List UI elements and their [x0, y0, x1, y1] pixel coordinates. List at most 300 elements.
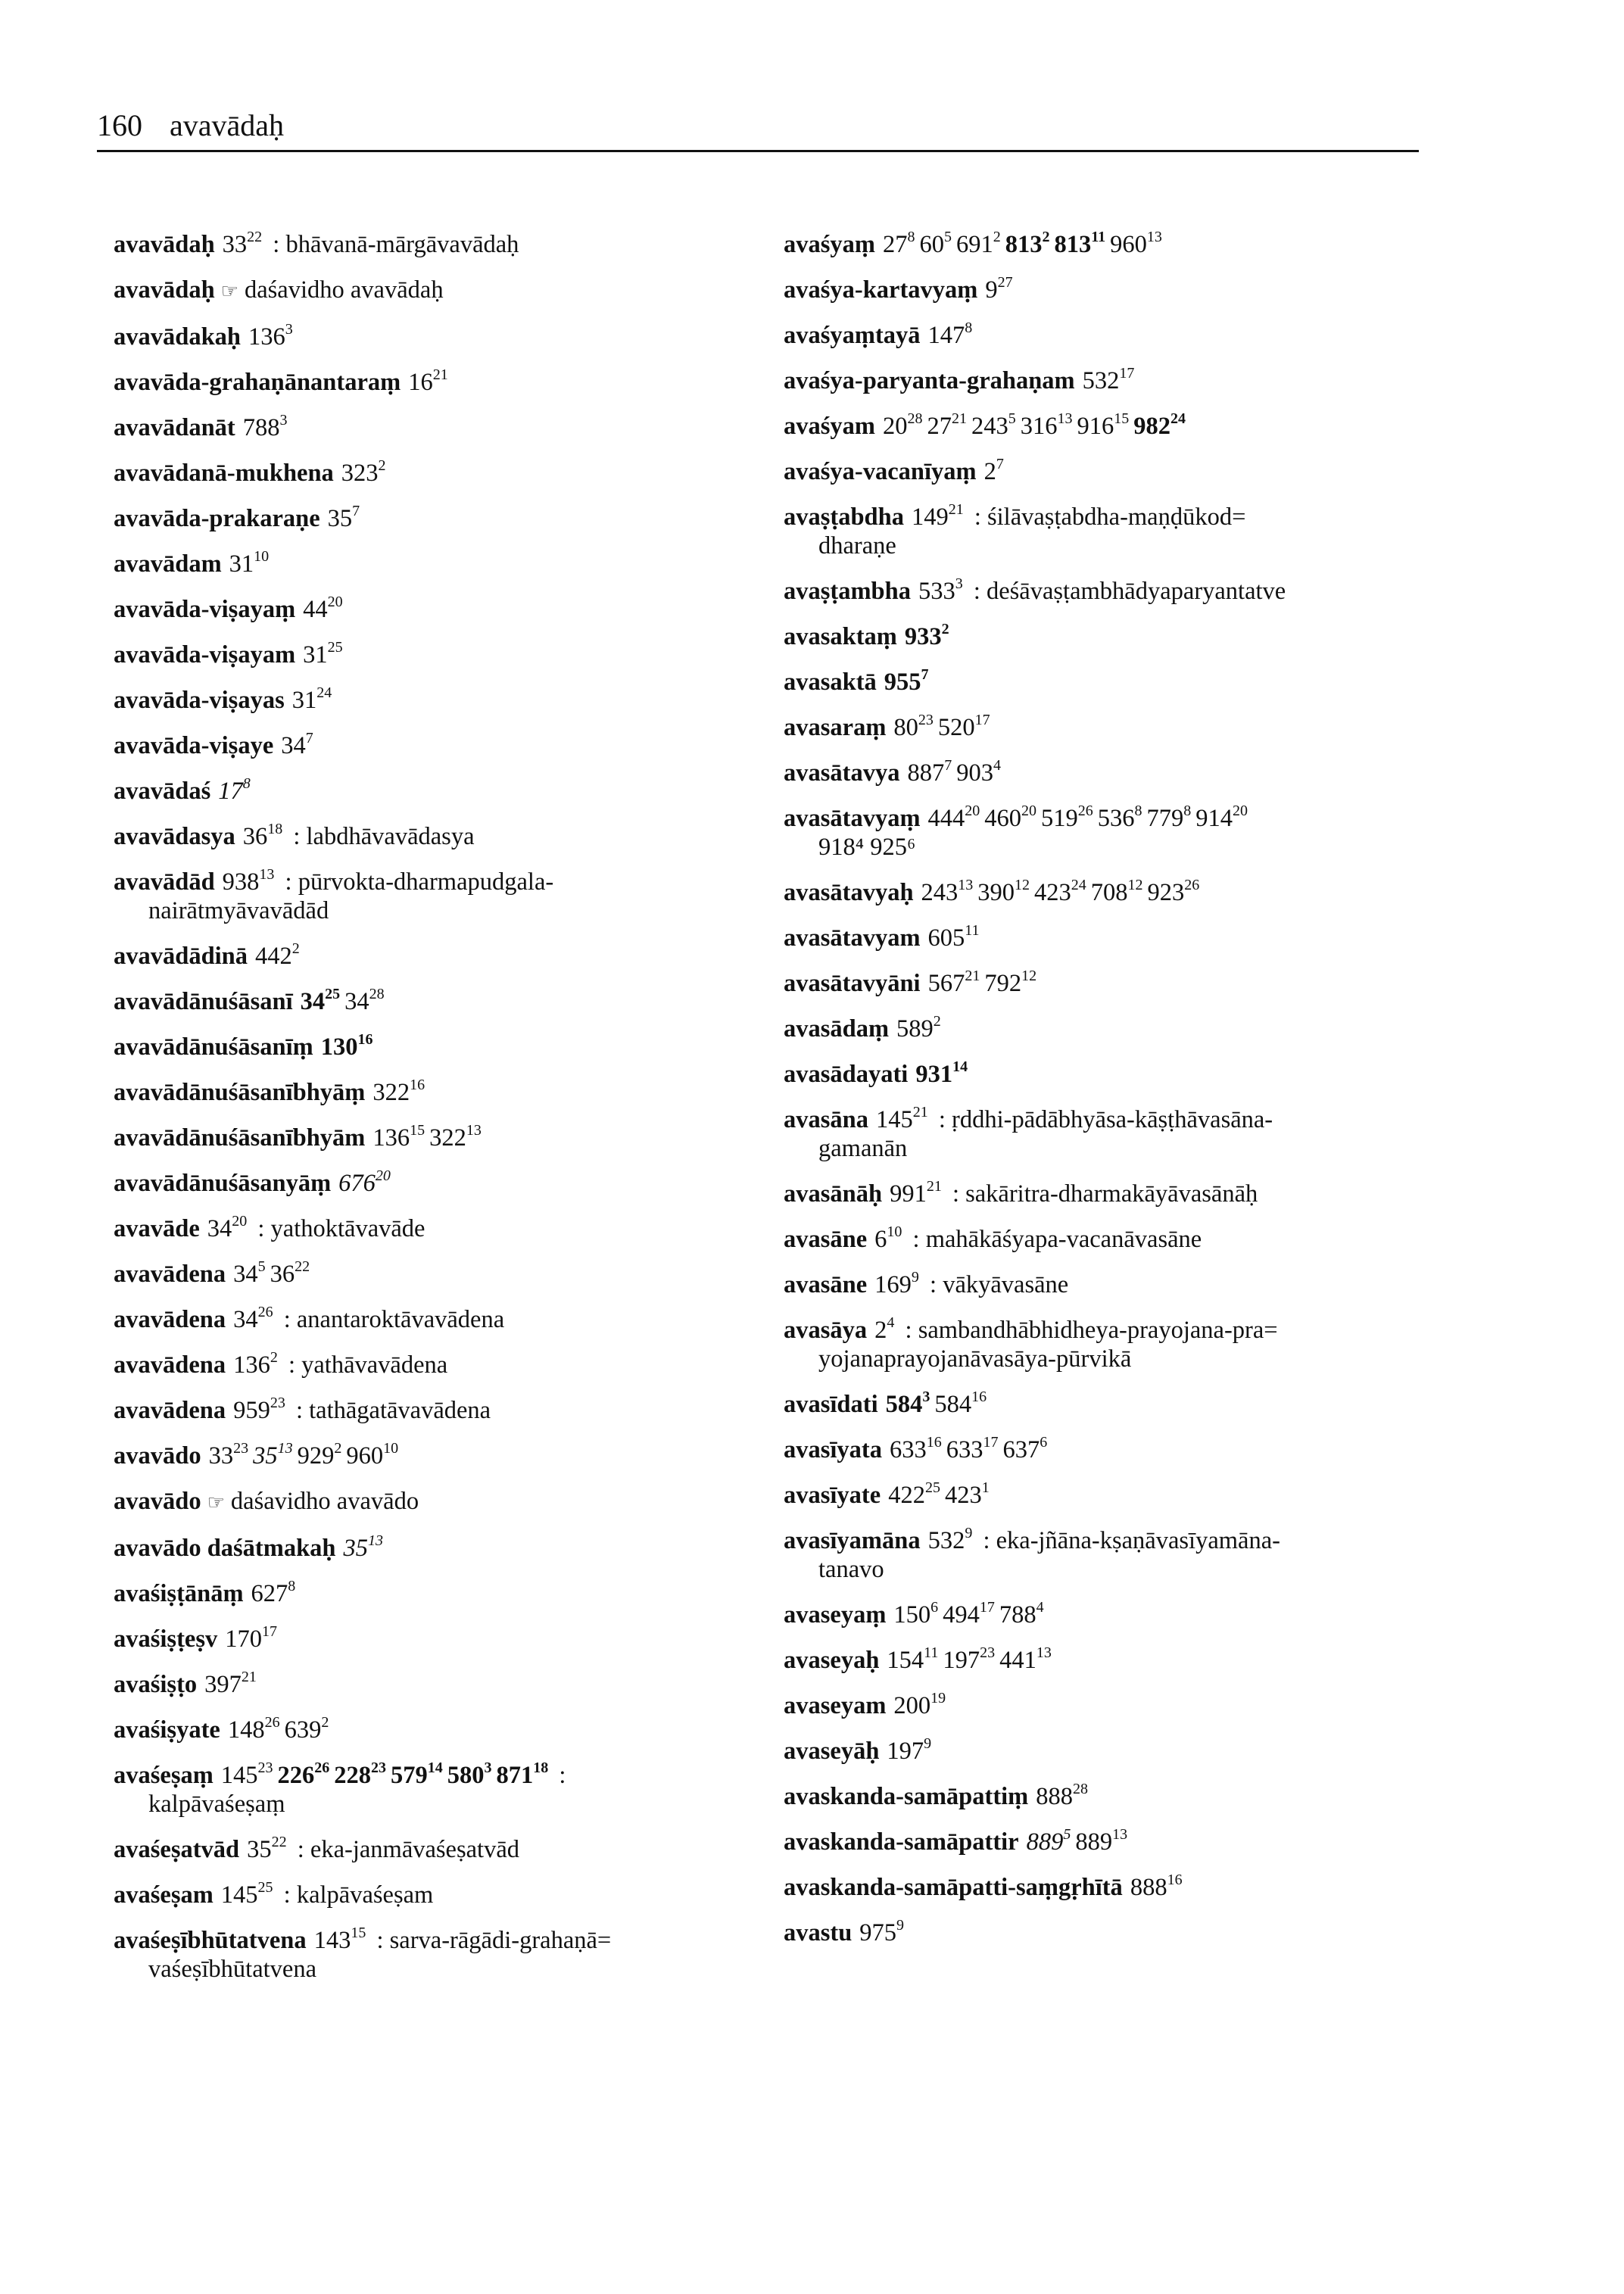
page-reference: $960^{10}$ — [346, 1440, 399, 1470]
page-references — [233, 1351, 282, 1379]
headword: avavāde — [114, 1215, 200, 1242]
headword: avaśya-vacanīyaṃ — [784, 458, 977, 485]
index-entry — [114, 1078, 765, 1107]
page-references — [248, 323, 298, 351]
headword: avasātavyam — [784, 924, 921, 952]
page-references — [291, 684, 337, 714]
page-reference: $323^2$ — [341, 457, 386, 487]
index-entry — [784, 1873, 1427, 1902]
page-reference: $34^{26}$ — [233, 1304, 273, 1333]
page-references — [886, 1391, 992, 1418]
line-number: 3 — [922, 1389, 930, 1405]
page-references — [928, 805, 1253, 832]
index-entry: avasīyamāna $532^9$ : eka-jñāna-kṣaṇāvasīyamāna- tanavo — [784, 1526, 1427, 1584]
index-entry — [114, 413, 765, 442]
line-number: 13 — [1112, 1826, 1128, 1843]
line-number: 15 — [410, 1122, 425, 1139]
page-references — [209, 1442, 404, 1470]
page-reference: $34^7$ — [281, 730, 313, 759]
line-number: 20 — [327, 594, 343, 610]
line-number: 28 — [369, 986, 385, 1002]
page-reference: $150^6$ — [893, 1599, 939, 1629]
headword: avavāda-viṣayaṃ — [114, 596, 296, 623]
gloss: labdhāvavādasya — [306, 823, 475, 850]
page-references — [243, 823, 288, 850]
index-entry — [784, 276, 1427, 304]
headword: avavāda-grahaṇānantaraṃ — [114, 369, 401, 396]
line-number: 15 — [1114, 410, 1130, 427]
index-entry — [114, 777, 765, 806]
page-reference: $637^6$ — [1002, 1434, 1048, 1463]
page-reference: $228^{23}$ — [334, 1759, 387, 1789]
line-number: 6 — [930, 1599, 939, 1616]
line-number: 20 — [1233, 803, 1248, 819]
index-entry — [784, 759, 1427, 787]
gloss: śilāvaṣṭabdha-maṇḍūkod= — [987, 503, 1246, 531]
line-number: 21 — [965, 968, 980, 984]
index-entry — [784, 457, 1427, 486]
index-entry — [114, 1442, 765, 1470]
index-entry — [784, 1060, 1427, 1089]
headword: avaśiṣyate — [114, 1716, 220, 1744]
line-number: 20 — [965, 803, 980, 819]
line-number: 16 — [357, 1031, 373, 1048]
line-number: 5 — [1063, 1826, 1071, 1843]
index-entry: avaśeṣībhūtatvena $143^{15}$ : sarva-rāgādi-grahaṇā= vaśeṣībhūtatvena — [114, 1926, 765, 1984]
line-number: 8 — [965, 319, 973, 336]
page-reference: $788^3$ — [242, 412, 288, 441]
page-reference: $197^{23}$ — [943, 1644, 996, 1674]
line-number: 2 — [291, 940, 300, 957]
page-references — [243, 414, 292, 441]
page-reference: $627^8$ — [251, 1578, 296, 1607]
headword: avaśiṣṭo — [114, 1671, 198, 1698]
page-reference: $520^{17}$ — [937, 712, 990, 741]
index-entry: avasāya $2^4$ : sambandhābhidheya-prayojana-pra= yojanaprayojanāvasāya-pūrvikā — [784, 1316, 1427, 1373]
index-entry: avavādena $34^{26}$ : anantaroktāvavādena — [114, 1304, 505, 1333]
headword: avaśya-kartavyaṃ — [784, 276, 978, 304]
page-references — [228, 1716, 334, 1744]
page-references — [859, 1919, 909, 1946]
headword: avasaraṃ — [784, 714, 887, 741]
page-reference: $31^{10}$ — [229, 548, 270, 578]
page-reference: $633^{16}$ — [890, 1434, 942, 1463]
page-reference: $35^7$ — [327, 503, 360, 532]
page-reference: $36^{22}$ — [270, 1258, 310, 1288]
line-number: 2 — [334, 1440, 342, 1457]
page-reference: $145^{23}$ — [220, 1759, 273, 1789]
page-references — [338, 1167, 395, 1197]
page-reference: $2^7$ — [983, 456, 1004, 485]
gloss: anantaroktāvavādena — [296, 1306, 505, 1333]
page-reference: $584^{16}$ — [934, 1389, 987, 1418]
line-number: 3 — [285, 321, 293, 338]
page-reference: $494^{17}$ — [943, 1599, 995, 1629]
line-number: 21 — [912, 1104, 928, 1121]
index-entry — [114, 323, 765, 351]
headword: avaśya-paryanta-grahaṇam — [784, 367, 1075, 394]
page-references — [887, 1644, 1056, 1674]
page-references — [907, 759, 1005, 787]
line-number: 20 — [232, 1213, 248, 1230]
index-entry: avavādād $938^{13}$ : pūrvokta-dharmapudgala- nairātmyāvavādād — [114, 868, 765, 925]
see-arrow-icon: ☞ — [207, 1491, 225, 1513]
page-reference: $148^{26}$ — [227, 1714, 280, 1744]
page-reference: $813^2$ — [1005, 229, 1050, 258]
index-entry: avaśeṣaṃ $145^{23}$ $226^{26}$ $228^{23}$ $579^{14}$ $580^3$ $871^{18}$ : kalpāvaśeṣaṃ — [114, 1761, 765, 1819]
page-references — [218, 775, 255, 805]
index-entry — [114, 1716, 765, 1744]
page-reference: $422^{25}$ — [888, 1479, 940, 1509]
continuation-line: vaśeṣībhūtatvena — [148, 1956, 317, 1983]
index-entry — [784, 412, 1427, 441]
page-reference: $991^{21}$ — [890, 1178, 942, 1208]
page-reference: $147^8$ — [927, 319, 973, 349]
gloss: tathāgatāvavādena — [309, 1397, 491, 1424]
headword: avasātavyaḥ — [784, 879, 914, 906]
headword: avasādayati — [784, 1061, 909, 1088]
line-number: 16 — [410, 1077, 425, 1093]
page-reference: $200^{19}$ — [893, 1690, 946, 1719]
headword: avasāne — [784, 1271, 868, 1298]
headword: avavāda-viṣayas — [114, 687, 285, 714]
page-references — [229, 550, 274, 578]
line-number: 10 — [254, 548, 270, 565]
page-header — [97, 108, 284, 144]
page-reference: $982^{24}$ — [1133, 410, 1186, 440]
line-number: 17 — [983, 1434, 999, 1451]
headword: avavādaś — [114, 778, 211, 805]
line-number: 16 — [971, 1389, 987, 1405]
page-references — [876, 1106, 933, 1133]
page-reference: $567^{21}$ — [927, 968, 980, 997]
page-reference: $170^{17}$ — [225, 1623, 277, 1653]
gloss: sarva-rāgādi-grahaṇā= — [389, 1927, 612, 1954]
headword: avaseyam — [784, 1692, 887, 1719]
index-entry — [114, 550, 765, 578]
line-number: 5 — [1008, 410, 1016, 427]
line-number: 13 — [259, 866, 275, 883]
line-number: 12 — [1021, 968, 1037, 984]
line-number: 7 — [996, 456, 1004, 472]
headword: avasīyate — [784, 1482, 881, 1509]
headword: avavādo — [114, 1442, 201, 1470]
page-reference: $226^{26}$ — [277, 1759, 330, 1789]
line-number: 15 — [351, 1925, 366, 1941]
headword: avaśeṣībhūtatvena — [114, 1927, 307, 1954]
page-reference: $931^{14}$ — [915, 1058, 968, 1088]
line-number: 20 — [375, 1167, 391, 1184]
headword: avavādād — [114, 868, 215, 896]
line-number: 2 — [378, 457, 386, 474]
headword: avavādena — [114, 1397, 226, 1424]
page-reference: $441^{13}$ — [999, 1644, 1052, 1674]
index-entry — [114, 595, 765, 624]
page-references — [204, 1671, 261, 1698]
headword: avavādena — [114, 1351, 226, 1379]
line-number: 17 — [979, 1599, 995, 1616]
line-number: 9 — [911, 1269, 919, 1286]
line-number: 13 — [277, 1440, 293, 1457]
page-reference: $792^{12}$ — [984, 968, 1037, 997]
line-number: 25 — [257, 1879, 273, 1896]
index-entry — [114, 731, 765, 760]
page-reference: $136^2$ — [233, 1349, 278, 1379]
line-number: 19 — [930, 1690, 946, 1706]
line-number: 8 — [907, 229, 915, 245]
headword: avasāya — [784, 1317, 868, 1344]
page-reference: $788^4$ — [999, 1599, 1044, 1629]
headword: avavādaḥ — [114, 276, 215, 304]
line-number: 8 — [288, 1578, 296, 1594]
page-reference: $130^{16}$ — [320, 1031, 373, 1061]
page-reference: $36^{18}$ — [242, 821, 283, 850]
page-references — [341, 457, 391, 487]
page-reference: $639^2$ — [284, 1714, 329, 1744]
page-reference: $888^{16}$ — [1130, 1872, 1183, 1901]
line-number: 13 — [1036, 1644, 1052, 1661]
line-number: 13 — [466, 1122, 482, 1139]
page-references — [1027, 1828, 1133, 1856]
headword: avaseyāḥ — [784, 1738, 880, 1765]
line-number: 21 — [948, 501, 964, 518]
index-entry — [114, 459, 765, 488]
line-number: 13 — [367, 1532, 383, 1549]
gloss: yathoktāvavāde — [270, 1215, 425, 1242]
headword: avaśyaṃtayā — [784, 322, 921, 349]
continuation-line: 918⁴ 925⁶ — [818, 834, 916, 861]
page-reference: $2^4$ — [874, 1314, 895, 1344]
line-number: 14 — [952, 1058, 968, 1075]
line-number: 5 — [257, 1258, 266, 1275]
page-references — [255, 940, 304, 970]
page-reference: $444^{20}$ — [927, 803, 980, 832]
line-number: 23 — [980, 1644, 996, 1661]
headword: avavāda-prakaraṇe — [114, 505, 320, 532]
headword: avaskanda-samāpattir — [784, 1828, 1019, 1856]
page-reference: $397^{21}$ — [204, 1669, 257, 1698]
line-number: 18 — [267, 821, 283, 837]
headword: avavādānuśāsanyāṃ — [114, 1170, 332, 1197]
page-references — [882, 410, 1190, 440]
headword: avasānāḥ — [784, 1180, 883, 1208]
headword: avasāne — [784, 1226, 868, 1253]
page-reference: $322^{13}$ — [429, 1122, 482, 1152]
page-reference: $633^{17}$ — [946, 1434, 999, 1463]
page-reference: $145^{21}$ — [875, 1104, 928, 1133]
index-entry: avasāna $145^{21}$ : ṛddhi-pādābhyāsa-kāṣṭhāvasāna- gamanān — [784, 1105, 1427, 1163]
page-references — [314, 1927, 371, 1954]
page-reference: $933^2$ — [904, 621, 949, 650]
headword: avaṣṭabdha — [784, 503, 904, 531]
line-number: 9 — [924, 1735, 932, 1752]
line-number: 11 — [965, 922, 980, 939]
page-reference: $154^{11}$ — [887, 1644, 939, 1674]
page-reference: $923^{26}$ — [1147, 877, 1200, 906]
page-references — [896, 1015, 946, 1043]
line-number: 1 — [981, 1479, 990, 1496]
page-reference: $60^5$ — [919, 229, 952, 258]
index-entry: avaśeṣam $145^{25}$ : kalpāvaśeṣam — [114, 1879, 434, 1909]
headword: avasaktaṃ — [784, 623, 897, 650]
page-reference: $16^{21}$ — [408, 366, 448, 396]
headword: avavādānuśāsanīṃ — [114, 1033, 313, 1061]
page-reference: $35^{22}$ — [247, 1834, 287, 1863]
page-reference: $423^1$ — [944, 1479, 990, 1509]
page-references — [343, 1532, 388, 1562]
line-number: 12 — [1015, 877, 1030, 893]
page-reference: $460^{20}$ — [984, 803, 1037, 832]
line-number: 2 — [933, 1013, 941, 1030]
index-entry — [784, 1015, 1427, 1043]
line-number: 21 — [951, 410, 967, 427]
line-number: 17 — [1119, 365, 1135, 382]
line-number: 13 — [1057, 410, 1073, 427]
index-entry: avavādaḥ $33^{22}$ : bhāvanā-mārgāvavādaḥ — [114, 229, 519, 258]
page-reference: $960^{13}$ — [1110, 229, 1162, 258]
line-number: 22 — [247, 229, 263, 245]
line-number: 14 — [427, 1759, 443, 1776]
page-references — [928, 924, 984, 952]
page-references — [883, 231, 1167, 258]
page-references — [321, 1033, 378, 1061]
line-number: 5 — [943, 229, 952, 245]
page-reference: $143^{15}$ — [313, 1925, 366, 1954]
page-reference: $779^8$ — [1146, 803, 1192, 832]
headword: avaśeṣatvād — [114, 1836, 240, 1863]
index-entry — [114, 1579, 765, 1608]
page-reference: $80^{23}$ — [893, 712, 934, 741]
index-entry — [784, 969, 1427, 998]
line-number: 13 — [958, 877, 974, 893]
page-references — [928, 970, 1042, 997]
headword: avasātavyaṃ — [784, 805, 921, 832]
page-references — [884, 666, 934, 696]
headword: avasīyamāna — [784, 1527, 921, 1554]
headword: avasādaṃ — [784, 1015, 890, 1043]
page-reference: $519^{26}$ — [1041, 803, 1093, 832]
index-entry — [784, 1646, 1427, 1675]
page-reference: $532^{17}$ — [1082, 365, 1135, 394]
page-references — [221, 1881, 278, 1909]
page-reference: $34^{25}$ — [300, 986, 341, 1015]
gloss: mahākāśyapa-vacanāvasāne — [925, 1226, 1202, 1253]
page-reference: $442^2$ — [255, 940, 300, 970]
line-number: 21 — [926, 1178, 942, 1195]
headword: avavādanāt — [114, 414, 235, 441]
page-reference: $579^{14}$ — [391, 1759, 443, 1789]
page-reference: $27^{21}$ — [927, 410, 967, 440]
line-number: 7 — [944, 757, 952, 774]
page-references — [893, 714, 994, 741]
line-number: 18 — [533, 1759, 549, 1776]
gloss: eka-janmāvaśeṣatvād — [310, 1836, 520, 1863]
page-references — [251, 1580, 301, 1607]
line-number: 26 — [1077, 803, 1093, 819]
index-entry — [784, 622, 1427, 651]
page-reference: $390^{12}$ — [977, 877, 1030, 906]
page-reference: $316^{13}$ — [1020, 410, 1073, 440]
line-number: 2 — [941, 621, 949, 637]
headword: avavāda-viṣaye — [114, 732, 274, 759]
index-entry — [114, 504, 765, 533]
page-references — [905, 623, 954, 650]
headword: avaseyaṃ — [784, 1601, 887, 1629]
line-number: 24 — [1170, 410, 1186, 427]
index-entry — [784, 1481, 1427, 1510]
headword: avavāda-viṣayam — [114, 641, 296, 669]
page-references — [928, 1527, 977, 1554]
line-number: 7 — [921, 666, 929, 683]
index-entry: avasāne $6^{10}$ : mahākāśyapa-vacanāvasāne — [784, 1223, 1202, 1253]
line-number: 7 — [352, 503, 360, 519]
page-references — [233, 1258, 314, 1288]
line-number: 8 — [242, 775, 251, 792]
index-entry — [114, 1169, 765, 1198]
line-number: 12 — [1127, 877, 1143, 893]
headword: avavādādinā — [114, 943, 248, 970]
page-reference: $17^8$ — [218, 775, 251, 805]
line-number: 23 — [270, 1395, 285, 1411]
page-reference: $929^2$ — [297, 1440, 342, 1470]
index-entry — [114, 1534, 765, 1563]
line-number: 16 — [1167, 1872, 1183, 1888]
headword: avasāna — [784, 1106, 868, 1133]
page-references — [233, 1306, 278, 1333]
page-reference: $34^{28}$ — [344, 986, 385, 1015]
page-reference: $145^{25}$ — [220, 1879, 273, 1909]
see-arrow-icon: ☞ — [220, 280, 238, 302]
gloss: pūrvokta-dharmapudgala- — [298, 868, 554, 896]
page-references — [225, 1625, 282, 1653]
page-reference: $589^2$ — [896, 1013, 941, 1043]
page-references — [301, 988, 389, 1015]
line-number: 16 — [926, 1434, 942, 1451]
page-reference: $605^{11}$ — [927, 922, 980, 952]
headword: avaśeṣaṃ — [114, 1762, 214, 1789]
headword: avasātavyāni — [784, 970, 921, 997]
headword: avavādānuśāsanībhyāṃ — [114, 1079, 366, 1106]
headword: avaskanda-samāpattiṃ — [784, 1783, 1029, 1810]
page-reference: $33^{22}$ — [222, 229, 263, 258]
headword: avaśyam — [784, 413, 875, 440]
page-references — [887, 1735, 936, 1765]
continuation-line: gamanān — [818, 1135, 908, 1162]
headword: avavādaḥ — [114, 231, 215, 258]
page-reference: $31^{24}$ — [291, 684, 332, 714]
page-reference: $584^3$ — [885, 1389, 930, 1418]
page-references — [874, 1314, 899, 1344]
line-number: 2 — [270, 1349, 278, 1366]
page-references — [918, 575, 968, 605]
page-reference: $6^{10}$ — [874, 1223, 902, 1253]
gloss: bhāvanā-mārgāvavādaḥ — [285, 231, 519, 258]
index-entry — [784, 1782, 1427, 1811]
page-references — [985, 276, 1017, 304]
gloss: deśāvaṣṭambhādyaparyantatve — [986, 578, 1286, 605]
page-references — [233, 1397, 290, 1424]
line-number: 13 — [1146, 229, 1162, 245]
page-references — [247, 1836, 291, 1863]
running-head: avavādaḥ — [170, 108, 285, 142]
line-number: 2 — [993, 229, 1001, 245]
continuation-line: yojanaprayojanāvasāya-pūrvikā — [818, 1345, 1132, 1373]
page-references — [927, 319, 977, 349]
index-entry — [114, 276, 765, 306]
page-references — [1083, 367, 1139, 394]
page-reference: $975^9$ — [859, 1917, 905, 1946]
line-number: 3 — [484, 1759, 492, 1776]
